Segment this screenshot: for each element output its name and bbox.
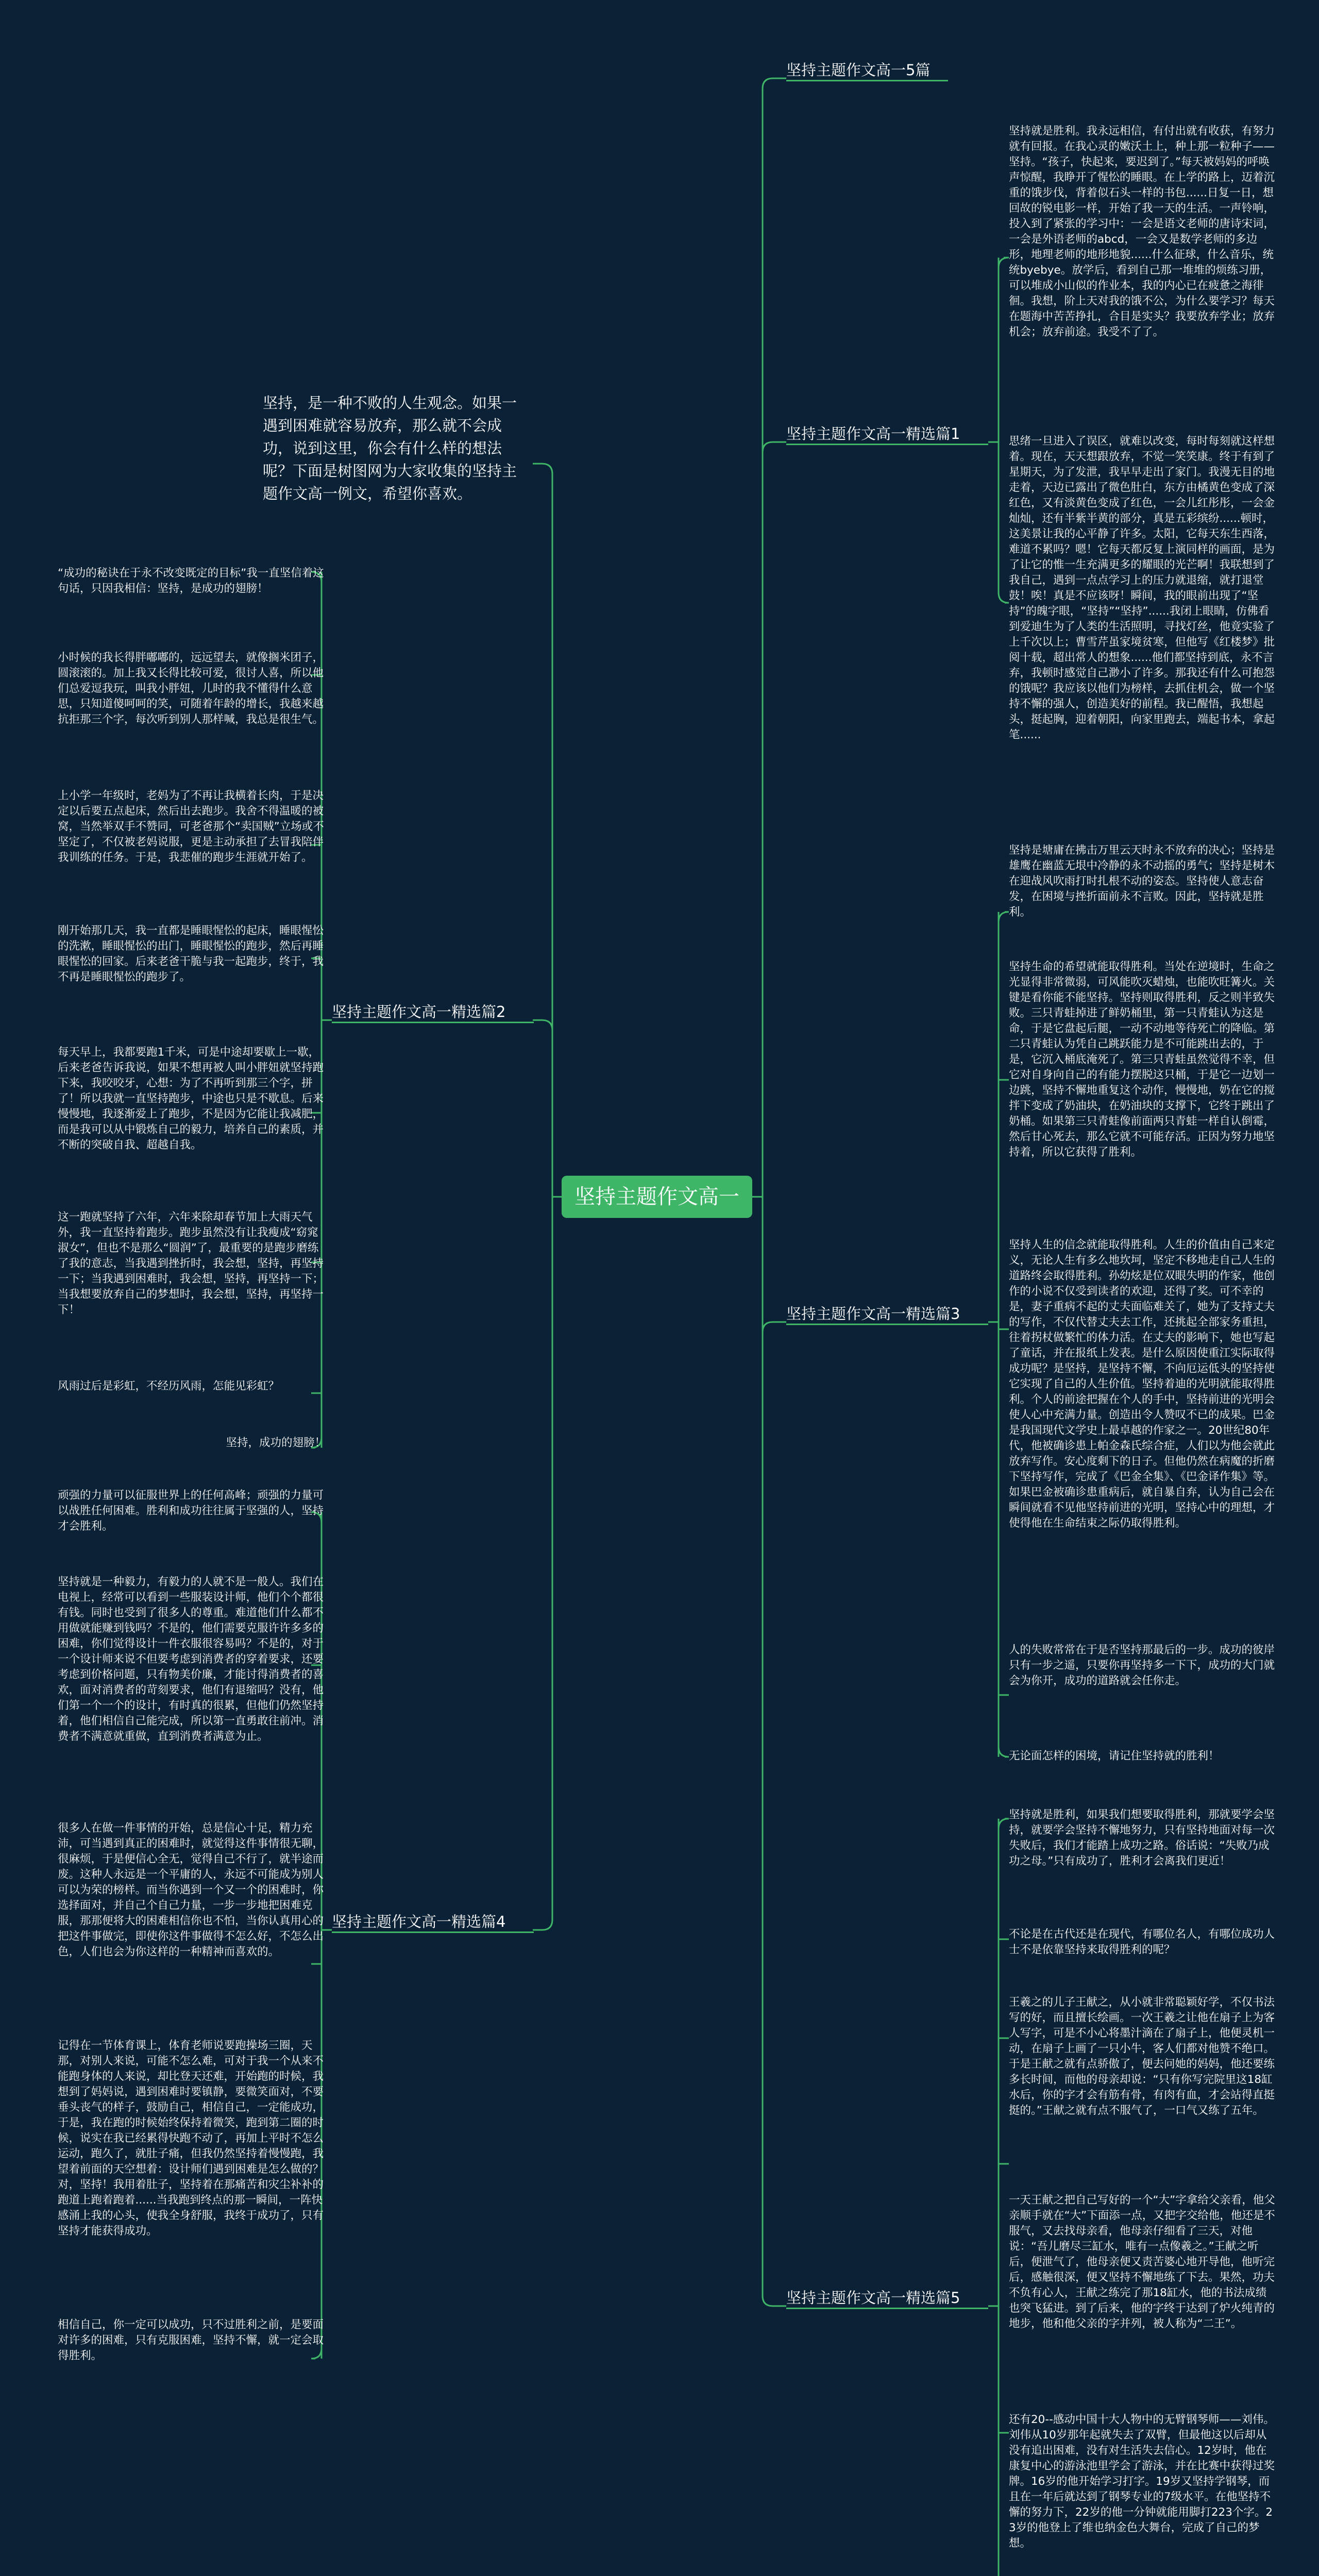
connector-right-r3 — [763, 1197, 786, 1332]
branch-essay-1[interactable]: 坚持主题作文高一精选篇1 — [786, 425, 960, 443]
branch-underline-r3 — [786, 1324, 988, 1325]
branch-essay-5[interactable]: 坚持主题作文高一精选篇5 — [786, 2289, 960, 2307]
connector-right-b5 — [763, 78, 786, 1197]
essay-5-paragraph-3: 王羲之的儿子王献之，从小就非常聪颖好学，不仅书法写的好，而且擅长绘画。一次王羲之让他在扇子上为客人写字，可是不小心将墨汁滴在了扇子上，他便灵机一动，在扇子上画了一只小牛，客人们都对他赞不绝口。于是王献之就有点骄傲了，便去问她的妈妈，他还要练多长时间，而他的母亲却说：“只有你写完院里这18缸水后，你的字才会有筋有骨，有肉有血，才会站得直挺挺的。”王献之就有点不服气了，一口气又练了五年。 — [1009, 1996, 1275, 2117]
essay-2-paragraph-3: 上小学一年级时，老妈为了不再让我横着长肉，于是决定以后要五点起床，然后出去跑步。我舍不得温暖的被窝，当然举双手不赞同，可老爸那个“卖国贼”立场或不坚定了，不仅被老妈说服，更是主动承担了去冒我陪伴我训练的任务。于是，我悲催的跑步生涯就开始了。 — [58, 789, 324, 864]
essay-2-paragraph-8: 坚持，成功的翅膀！ — [226, 1436, 326, 1449]
branch-underline-l2 — [332, 1022, 534, 1023]
connector-right-r5 — [763, 1197, 786, 2306]
essay-2-paragraph-2: 小时候的我长得胖嘟嘟的，远远望去，就像搁米团子，圆滚滚的。加上我又长得比较可爱，很讨人喜，所以他们总爱逗我玩，叫我小胖妞，儿时的我不懂得什么意思，只知道傻呵呵的笑，可随着年龄的增长，我越来越抗拒那三个字，每次听到别人那样喊，我总是很生气。 — [58, 651, 324, 726]
essay-5-paragraph-1: 坚持就是胜利，如果我们想要取得胜利，那就要学会坚持，就要学会坚持不懈地努力，只有坚持地面对每一次失败后，我们才能踏上成功之路。俗话说：“失败乃成功之母。”只有成功了，胜利才会离我们更近！ — [1009, 1808, 1275, 1868]
essay-3-paragraph-1: 坚持是塘庸在拂击万里云天时永不放弃的决心；坚持是雄鹰在幽蓝无垠中冷静的永不动摇的勇气；坚持是树木在迎战风吹雨打时扎根不动的姿态。坚持使人意志奋发，在困境与挫折面前永不言败。因此，坚持就是胜利。 — [1009, 844, 1275, 919]
essay-2-paragraph-6: 这一跑就坚持了六年，六年来除却春节加上大雨天气外，我一直坚持着跑步。跑步虽然没有让我瘦成“窈窕淑女”，但也不是那么“圆润”了，最重要的是跑步磨练了我的意志，当我遇到挫折时，我会想，坚持，再坚持一下；当我遇到困难时，我会想，坚持，再坚持一下；当我想要放弃自己的梦想时，我会想，坚持，再坚持一下！ — [58, 1211, 324, 1316]
essay-4-paragraph-4: 记得在一节体育课上，体育老师说要跑操场三圈，天那，对别人来说，可能不怎么难，可对于我一个从来不能跑身体的人来说，却比登天还难，开始跑的时候，我想到了妈妈说，遇到困难时要镇静，要微笑面对，不要垂头丧气的样子，鼓励自己，相信自己，一定能成功，于是，我在跑的时候始终保持着微笑，跑到第二圈的时候，说实在我已经累得快跑不动了，再加上平时不怎么运动，跑久了，就肚子痛，但我仍然坚持着慢慢跑，我望着前面的天空想着：设计师们遇到困难是怎么做的？对，坚持！我用着肚子，坚持着在那痛苦和灾尘补补的跑道上跑着跑着......当我跑到终点的那一瞬间，一阵快感涌上我的心头，使我全身舒服，我终于成功了，只有坚持才能获得成功。 — [58, 2039, 324, 2238]
essay-1-paragraph-2: 思绪一旦进入了误区，就难以改变，每时每刻就这样想着。现在，天天想跟放弃，不觉一笑笑康。终于有到了星期天，为了发泄，我早早走出了家门。我漫无目的地走着，天边已露出了微色肚白，东方由橘黄色变成了深红色，又有淡黄色变成了红色，一会儿红彤彤，一会金灿灿，还有半紫半黄的部分，真是五彩缤纷......顿时，这美景让我的心平静了许多。太阳，它每天东生西落，难道不累吗？嗯！它每天都反复上演同样的画面，是为了让它的惟一生充满更多的耀眼的光芒啊！我联想到了我自己，遇到一点点学习上的压力就退缩，就打退堂鼓！唉！真是不应该呀！瞬间，我的眼前出现了“坚持”的魄字眼，“坚持”“坚持”......我闭上眼睛，仿佛看到爱迪生为了人类的生活照明，寻找灯丝，他竟实验了上千次以上；曹雪芹虽家境贫寒，但他写《红楼梦》批阅十载，超出常人的想象......他们都坚持到底，永不言弃，我顿时感觉自己渺小了许多。那我还有什么可抱怨的饿呢？我应该以他们为榜样，去抓住机会，做一个坚持不懈的强人，创造美好的前程。我已醒悟，我想起头，挺起胸，迎着朝阳，向家里跑去，端起书本，拿起笔...... — [1009, 435, 1275, 741]
essay-5-paragraph-5: 还有20--感动中国十大人物中的无臂钢琴师——刘伟。刘伟从10岁那年起就失去了双臂，但最他这以后却从没有追出困难，没有对生活失去信心。12岁时，他在康复中心的游泳池里学会了游泳，并在比赛中获得过奖牌。16岁的他开始学习打字。19岁又坚持学钢琴，而且在一年后就达到了钢琴专业的7级水平。在他坚持不懈的努力下，22岁的他一分钟就能用脚打223个字。23岁的他登上了维也纳金色大舞台，完成了自己的梦想。 — [1009, 2413, 1275, 2550]
connector-r5-leaves — [988, 1819, 999, 2576]
connector-left-l2 — [533, 1020, 552, 1197]
essay-4-paragraph-1: 顽强的力量可以征服世界上的任何高峰；顽强的力量可以战胜任何困难。胜利和成功往往属于坚强的人，坚持才会胜利。 — [58, 1489, 324, 1533]
branch-underline-b5 — [786, 80, 948, 81]
essay-2-paragraph-1: “成功的秘诀在于永不改变既定的目标”我一直坚信着这句话，只因我相信：坚持，是成功的翅膀！ — [58, 567, 324, 595]
essay-4-paragraph-5: 相信自己，你一定可以成功，只不过胜利之前，是要面对许多的困难，只有克服困难，坚持不懈，就一定会取得胜利。 — [58, 2318, 324, 2362]
root-topic[interactable]: 坚持主题作文高一 — [562, 1176, 752, 1218]
branch-underline-l4 — [332, 1931, 534, 1933]
intro-summary: 坚持，是一种不败的人生观念。如果一遇到困难就容易放弃，那么就不会成功，说到这里，你会有什么样的想法呢？下面是树图网为大家收集的坚持主题作文高一例文，希望你喜欢。 — [263, 394, 517, 502]
branch-five-essays[interactable]: 坚持主题作文高一5篇 — [786, 61, 931, 79]
branch-underline-r5 — [786, 2308, 988, 2309]
branch-essay-4[interactable]: 坚持主题作文高一精选篇4 — [332, 1913, 506, 1930]
essay-4-paragraph-2: 坚持就是一种毅力，有毅力的人就不是一般人。我们在电视上，经常可以看到一些服装设计师，他们个个都很有钱。同时也受到了很多人的尊重。难道他们什么都不用做就能赚到钱吗？不是的，他们需要克服许许多多的困难，你们觉得设计一件衣服很容易吗？不是的，对于一个设计师来说不但要考虑到消费者的穿着要求，还要考虑到价格问题，只有物美价廉，才能讨得消费者的喜欢，面对消费者的苛刻要求，他们有退缩吗？没有，他们第一个一个的设计，有时真的很累，但他们仍然坚持着，他们相信自己能完成，所以第一直勇敢往前冲。消费者不满意就重做，直到消费者满意为止。 — [58, 1575, 324, 1743]
branch-underline-r1 — [786, 444, 988, 445]
connector-right-r1 — [763, 442, 786, 1197]
essay-3-paragraph-5: 无论面怎样的困境，请记住坚持就的胜利！ — [1009, 1750, 1220, 1762]
connector-r3-leaves — [988, 912, 999, 1757]
branch-essay-3[interactable]: 坚持主题作文高一精选篇3 — [786, 1305, 960, 1323]
connector-r1-leaves — [988, 258, 999, 592]
essay-3-paragraph-2: 坚持生命的希望就能取得胜利。当处在逆境时，生命之光显得非常微弱，可风能吹灭蜡烛，也能吹旺篝火。关键是看你能不能坚持。坚持则取得胜利，反之则半致失败。三只青蛙掉进了鲜奶桶里，第一只青蛙认为这是命，于是它盘起后腿，一动不动地等待死亡的降临。第二只青蛙认为凭自己跳跃能力是不可能跳出去的，于是，它沉入桶底淹死了。第三只青蛙虽然觉得不幸，但它对自身向自己的有能力摆脱这只桶，于是它一边划一边跳，坚持不懈地重复这个动作，慢慢地，奶在它的搅拌下变成了奶油块，在奶油块的支撑下，它终于跳出了奶桶。如果第三只青蛙像前面两只青蛙一样自认倒霉，然后甘心死去，那么它就不可能存活。正因为努力地坚持着，所以它获得了胜利。 — [1009, 960, 1275, 1159]
essay-1-paragraph-1: 坚持就是胜利。我永远相信，有付出就有收获，有努力就有回报。在我心灵的嫩沃土上，种上那一粒种子——坚持。“孩子，快起来，要迟到了。”每天被妈妈的呼唤声惊醒，我睁开了惺忪的睡眼。在上学的路上，迈着沉重的饿步伐，背着似石头一样的书包......日复一日，想回故的锐电影一样，开始了我一天的生活。一声铃响，投入到了紧张的学习中：一会是语文老师的唐诗宋词，一会是外语老师的abcd，一会又是数学老师的多边形，地理老师的地形地貌......什么征球，什么音乐，统统byebye。放学后，看到自己那一堆堆的烦练习册，可以堆成小山似的作业本，我的内心已在疲惫之海徘徊。我想，阶上天对我的饿不公，为什么要学习？每天在题海中苦苦挣扎，合目是实头？我要放弃学业；放弃机会；放弃前途。我受不了了。 — [1009, 125, 1275, 338]
essay-3-paragraph-4: 人的失败常常在于是否坚持那最后的一步。成功的彼岸只有一步之遥，只要你再坚持多一下下，成功的大门就会为你开，成功的道路就会任你走。 — [1009, 1643, 1275, 1687]
essay-2-paragraph-7: 风雨过后是彩虹，不经历风雨，怎能见彩虹？ — [58, 1380, 280, 1393]
essay-2-paragraph-5: 每天早上，我都要跑1千米，可是中途却要歇上一歇，后来老爸告诉我说，如果不想再被人叫小胖妞就坚持跑下来，我咬咬牙，心想：为了不再听到那三个字，拼了！所以我就一直坚持跑步，中途也只是不歇息。后来慢慢地，我逐渐爱上了跑步，不是因为它能让我减肥，而是我可以从中锻炼自己的毅力，培养自己的素质，并不断的突破自我、超越自我。 — [58, 1046, 324, 1151]
essay-4-paragraph-3: 很多人在做一件事情的开始，总是信心十足，精力充沛，可当遇到真正的困难时，就觉得这件事情很无聊，很麻烦，于是便信心全无，觉得自己不行了，就半途而废。这种人永远是一个平庸的人，永远不可能成为别人可以为荣的榜样。而当你遇到一个又一个的困难时，你选择面对，并自己个自己力量，一步一步地把困难克服，那那便将大的困难相信你也不怕，当你认真用心的把这件事做完，即使你这件事做得不怎么好，不怎么出色，人们也会为你这样的一种精神而喜欢的。 — [58, 1822, 324, 1958]
essay-5-paragraph-2: 不论是在古代还是在现代，有哪位名人，有哪位成功人士不是依靠坚持来取得胜利的呢？ — [1009, 1928, 1275, 1956]
connector-left-l4 — [533, 1197, 552, 1930]
essay-2-paragraph-4: 刚开始那几天，我一直都是睡眼惺忪的起床，睡眼惺忪的洗漱，睡眼惺忪的出门，睡眼惺忪的跑步，然后再睡眼惺忪的回家。后来老爸干脆与我一起跑步，终于，我不再是睡眼惺忪的跑步了。 — [58, 924, 324, 984]
essay-5-paragraph-4: 一天王献之把自己写好的一个“大”字拿给父亲看，他父亲顺手就在“大”下面添一点，又把字交给他，他还是不服气，又去找母亲看，他母亲仔细看了三天，对他说：“吾儿磨尽三缸水，唯有一点像羲之。”王献之听后，便泄气了，他母亲便又责苦婆心地开导他，他听完后，感触很深，便又坚持不懈地练了下去。果然，功夫不负有心人，王献之练完了那18缸水，他的书法成绩也突飞猛进。到了后来，他的字终于达到了炉火纯青的地步，他和他父亲的字并列，被人称为“二王”。 — [1009, 2194, 1275, 2330]
essay-3-paragraph-3: 坚持人生的信念就能取得胜利。人生的价值由自己来定义，无论人生有多么地坎坷，坚定不移地走自己人生的道路终会取得胜利。孙幼炫是位双眼失明的作家，他创作的小说不仅受到读者的欢迎，还得了奖。可不幸的是，妻子重病不起的丈夫面临难关了，她为了支持丈夫的写作，不仅代替丈夫去工作，还挑起全部家务重担，往着拐杖做繁忙的体力活。在丈夫的影响下，她也写起了童话，并在报纸上发表。是什么原因使重江实际取得成功呢？是坚持，是坚持不懈，不向厄运低头的坚持使它实现了自己的人生价值。坚持着迪的光明就能取得胜利。个人的前途把握在个人的手中，坚持前进的光明会使人心中充满力量。创造出令人赞叹不已的成果。巴金是我国现代文学史上最卓越的作家之一。20世纪80年代，他被确诊患上帕金森氏综合症，人们以为他会就此放弃写作。安心度剩下的日子。但他仍然在病魔的折磨下坚持写作，完成了《巴金全集》、《巴金译作集》等。如果巴金被确诊患重病后，就自暴自弃，认为自己会在瞬间就看不见他坚持前进的光明，坚持心中的理想，才使得他在生命结束之际仍取得胜利。 — [1009, 1239, 1275, 1530]
branch-essay-2[interactable]: 坚持主题作文高一精选篇2 — [332, 1003, 506, 1021]
connector-left-intro — [533, 464, 552, 1197]
